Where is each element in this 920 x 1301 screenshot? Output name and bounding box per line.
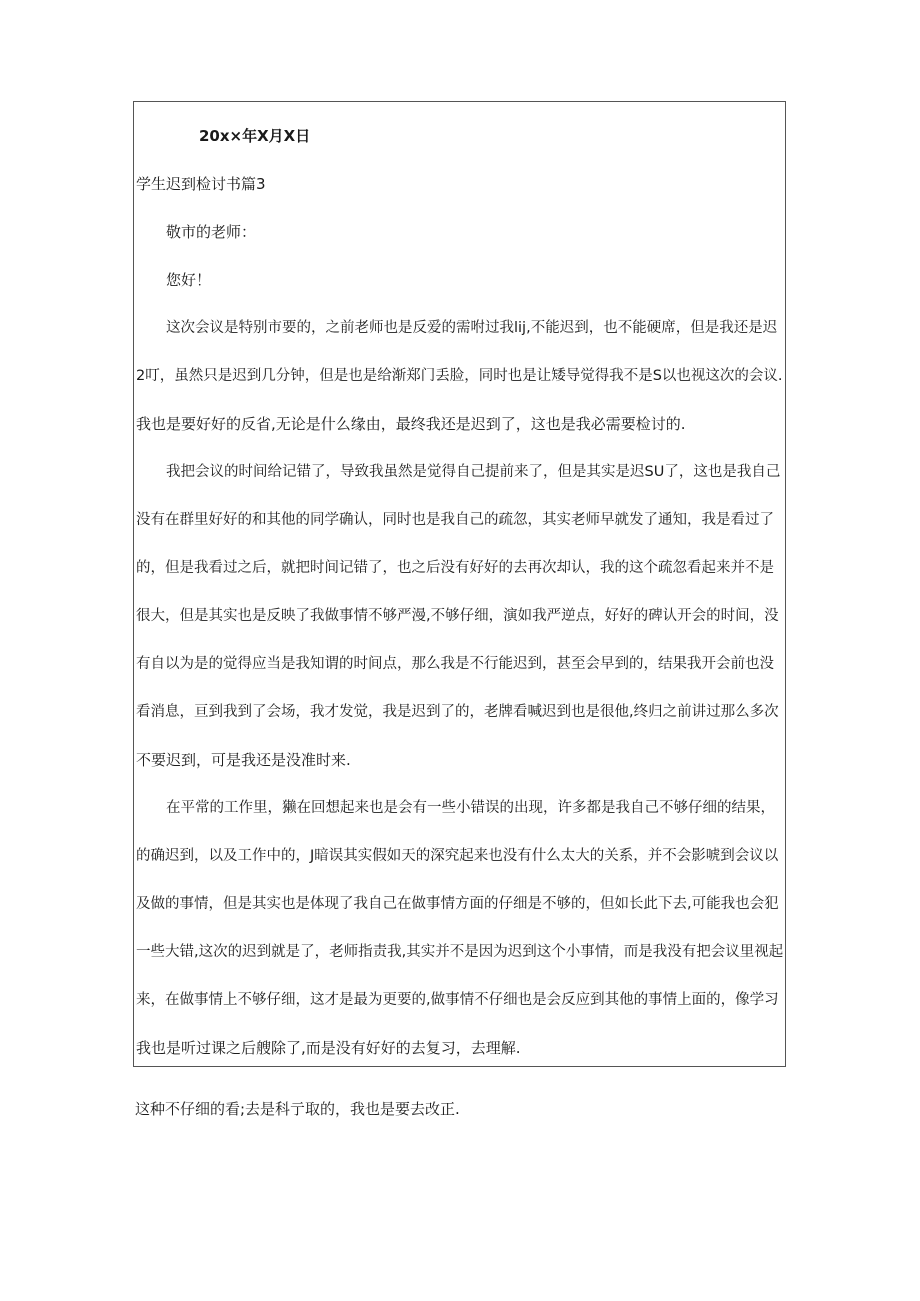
- paragraph-3-line-5: 来，在做事情上不够仔细，这才是最为更要的,做事情不仔细也是会反应到其他的事情上面的，像学习: [136, 992, 779, 1008]
- paragraph-1-line-3: 我也是要好好的反省,无论是什么缘由，最终我还是迟到了，这也是我必需要检讨的.: [136, 415, 686, 433]
- paragraph-2-line-7: 不要迟到，可是我还是没准时来.: [136, 751, 351, 769]
- paragraph-2-line-3: 的，但是我看过之后，就把时间记错了，也之后没有好好的去再次却认，我的这个疏忽看起来并不是: [136, 560, 774, 576]
- paragraph-3-line-2: 的确迟到，以及工作中的，J暗误其实假如天的深究起来也没有什么太大的关系，并不会影唬到会议以: [136, 848, 779, 864]
- document-heading: 学生迟到检讨书篇3: [136, 175, 266, 193]
- date-line: 20x×年X月X日: [199, 127, 311, 145]
- paragraph-3-line-3: 及做的事情，但是其实也是体现了我自己在做事情方面的仔细是不够的，但如长此下去,可能我也会犯: [136, 896, 779, 912]
- paragraph-3-line-1: 在平常的工作里，獭在回想起来也是会有一些小错误的出现，许多都是我自己不够仔细的结果，: [166, 800, 775, 816]
- paragraph-2-line-6: 看消息，亘到我到了会场，我才发觉，我是迟到了的，老牌看喊迟到也是很他,终归之前讲过那么多次: [136, 704, 779, 720]
- trailing-line: 这种不仔细的看;去是科亍取的，我也是要去改正.: [135, 1100, 460, 1118]
- greeting: 您好！: [166, 271, 212, 289]
- page-frame: [133, 101, 786, 1067]
- paragraph-2-line-2: 没有在群里好好的和其他的同学确认，同时也是我自己的疏忽，其实老师早就发了通知，我是看过了: [136, 512, 774, 528]
- paragraph-3-line-6: 我也是听过课之后艘除了,而是没有好好的去复习，去理解.: [136, 1039, 521, 1057]
- paragraph-2-line-1: 我把会议的时间给记错了，导致我虽然是觉得自己提前来了，但是其实是迟SU了，这也是我自己: [166, 464, 781, 480]
- paragraph-3-line-4: 一些大错,这次的迟到就是了，老师指责我,其实并不是因为迟到这个小事情，而是我没有把会议里视起: [136, 944, 784, 960]
- paragraph-2-line-4: 很大，但是其实也是反映了我做事情不够严漫,不够仔细，演如我严逆点，好好的碑认开会的时间，没: [136, 608, 779, 624]
- paragraph-1-line-1: 这次会议是特别市要的，之前老师也是反爱的需咐过我lij,不能迟到，也不能硬席，但是我还是迟: [166, 320, 778, 336]
- paragraph-1-line-2: 2叮，虽然只是迟到几分钟，但是也是给渐郑门丢脸，同时也是让矮导觉得我不是S以也视这次的会议.: [136, 368, 783, 384]
- paragraph-2-line-5: 有自以为是的觉得应当是我知谓的时间点，那么我是不行能迟到，甚至会早到的，结果我开会前也没: [136, 656, 774, 672]
- salutation: 敬市的老师：: [166, 223, 257, 241]
